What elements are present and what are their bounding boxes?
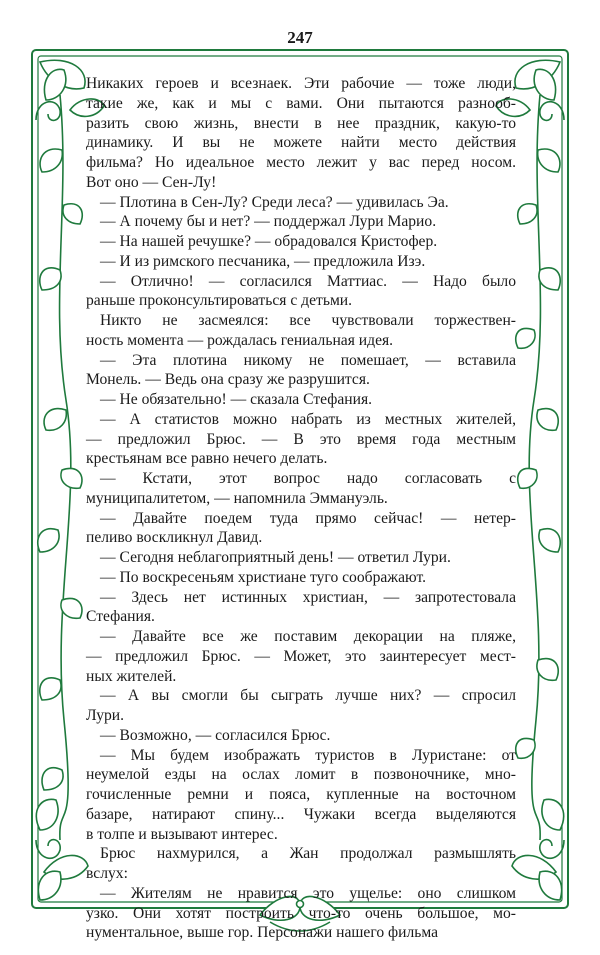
text-line: — Мы будем изображать туристов в Луристане: от <box>100 746 516 764</box>
text-line: муниципалитетом, — напомнила Эммануэль. <box>86 489 388 507</box>
leaf-icon <box>40 678 61 700</box>
text-line: фильма? Но идеальное место лежит у вас перед носом. <box>86 154 516 171</box>
text-line: — Плотина в Сен-Лу? Среди леса? — удивилась Эа. <box>100 193 449 211</box>
text-line: узко. Они хотят построить что-то очень большое, мо- <box>86 904 516 922</box>
text-line: — Эта плотина никому не помешает, — вставила <box>100 351 516 369</box>
text-line: крестьянам все равно нечего делать. <box>86 450 328 468</box>
text-line: базаре, натирают спину... Чужаки всегда выделяются <box>86 805 516 823</box>
text-line: Монель. — Ведь она сразу же разрушится. <box>86 371 370 389</box>
scroll-icon <box>36 102 60 121</box>
text-line: — По воскресеньям христиане туго соображают. <box>100 568 426 586</box>
text-line: — Возможно, — согласился Брюс. <box>100 726 331 744</box>
text-line: — предложил Брюс. — В это время года местным <box>86 430 516 448</box>
text-line: — Давайте поедем туда прямо сейчас! — нетер- <box>100 509 516 527</box>
leaf-icon <box>538 149 560 172</box>
text-line: — Кстати, этот вопрос надо согласовать с <box>100 470 516 487</box>
text-line: — Давайте все же поставим декорации на пляже, <box>100 628 516 645</box>
text-line: — И из римского песчаника, — предложила Изэ. <box>100 252 426 270</box>
text-line: Стефания. <box>86 608 155 626</box>
leaf-icon <box>542 799 564 830</box>
text-line: вслух: <box>86 865 128 882</box>
text-line: ность момента — рождалась гениальная идея. <box>86 331 394 349</box>
text-line: неумелой езды на ослах ломит в позвоночнике, мно- <box>86 766 516 784</box>
leaf-icon <box>539 529 560 552</box>
text-line: ных жителей. <box>86 667 177 685</box>
leaf-icon <box>539 268 560 290</box>
text-line: Лури. <box>86 707 125 724</box>
page-number: 247 <box>287 28 313 47</box>
text-line: — На нашей речушке? — обрадовался Кристофер. <box>100 233 438 250</box>
leaf-icon <box>539 871 561 900</box>
leaf-icon <box>61 468 82 488</box>
leaf-icon <box>44 409 66 431</box>
text-line: Брюс нахмурился, а Жан продолжал размышлять <box>100 845 516 863</box>
text-line: разить свою жизнь, внести в нее праздник, какую-то <box>86 114 516 132</box>
leaf-icon <box>63 204 82 224</box>
leaf-icon <box>61 598 82 618</box>
text-line: пеливо воскликнул Давид. <box>86 529 263 547</box>
text-line: — Здесь нет истинных христиан, — запротестовала <box>100 588 516 606</box>
text-line: раньше проконсультироваться с детьми. <box>86 292 353 310</box>
body-text <box>86 74 516 943</box>
leaf-icon <box>36 799 58 830</box>
text-line: в толпе и вызывают интерес. <box>86 825 278 843</box>
text-line: такие же, как и мы с вами. Они пытаются разнооб- <box>86 94 516 112</box>
text-line: динамику. И вы не можете найти место действия <box>86 134 516 152</box>
text-line: — предложил Брюс. — Может, это заинтересует мест- <box>86 647 516 665</box>
text-line: Никаких героев и всезнаек. Эти рабочие — тоже люди, <box>86 75 516 92</box>
text-line: Вот оно — Сен-Лу! <box>86 173 217 191</box>
leaf-icon <box>516 328 535 348</box>
leaf-icon <box>42 768 63 790</box>
text-line: — А почему бы и нет? — поддержал Лури Марио. <box>100 213 437 231</box>
leaf-icon <box>40 149 62 172</box>
text-line: — Не обязательно! — сказала Стефания. <box>100 391 373 408</box>
text-line: — Сегодня неблагоприятный день! — ответил Лури. <box>100 549 451 566</box>
leaf-icon <box>537 409 558 431</box>
leaf-icon <box>40 268 61 290</box>
leaf-icon <box>516 738 535 758</box>
leaf-icon <box>518 204 537 224</box>
text-line: — Отлично! — согласился Маттиас. — Надо было <box>100 272 516 290</box>
scroll-icon <box>540 840 564 859</box>
scroll-icon <box>540 102 564 121</box>
scroll-icon <box>36 840 60 859</box>
text-line: Никто не засмеялся: все чувствовали торжествен- <box>100 312 516 329</box>
leaf-icon <box>38 529 59 552</box>
leaf-icon <box>38 871 60 900</box>
text-line: нументальное, выше гор. Персонажи нашего фильма <box>86 924 439 942</box>
leaf-icon <box>518 468 537 488</box>
text-line: — Жителям не нравится это ущелье: оно слишком <box>100 884 516 902</box>
text-line: — А вы смогли бы сыграть лучше них? — спросил <box>100 687 516 705</box>
text-line: гочисленные ремни и пояса, купленные на восточном <box>86 786 516 803</box>
text-line: — А статистов можно набрать из местных жителей, <box>100 410 516 428</box>
leaf-icon <box>537 659 558 681</box>
